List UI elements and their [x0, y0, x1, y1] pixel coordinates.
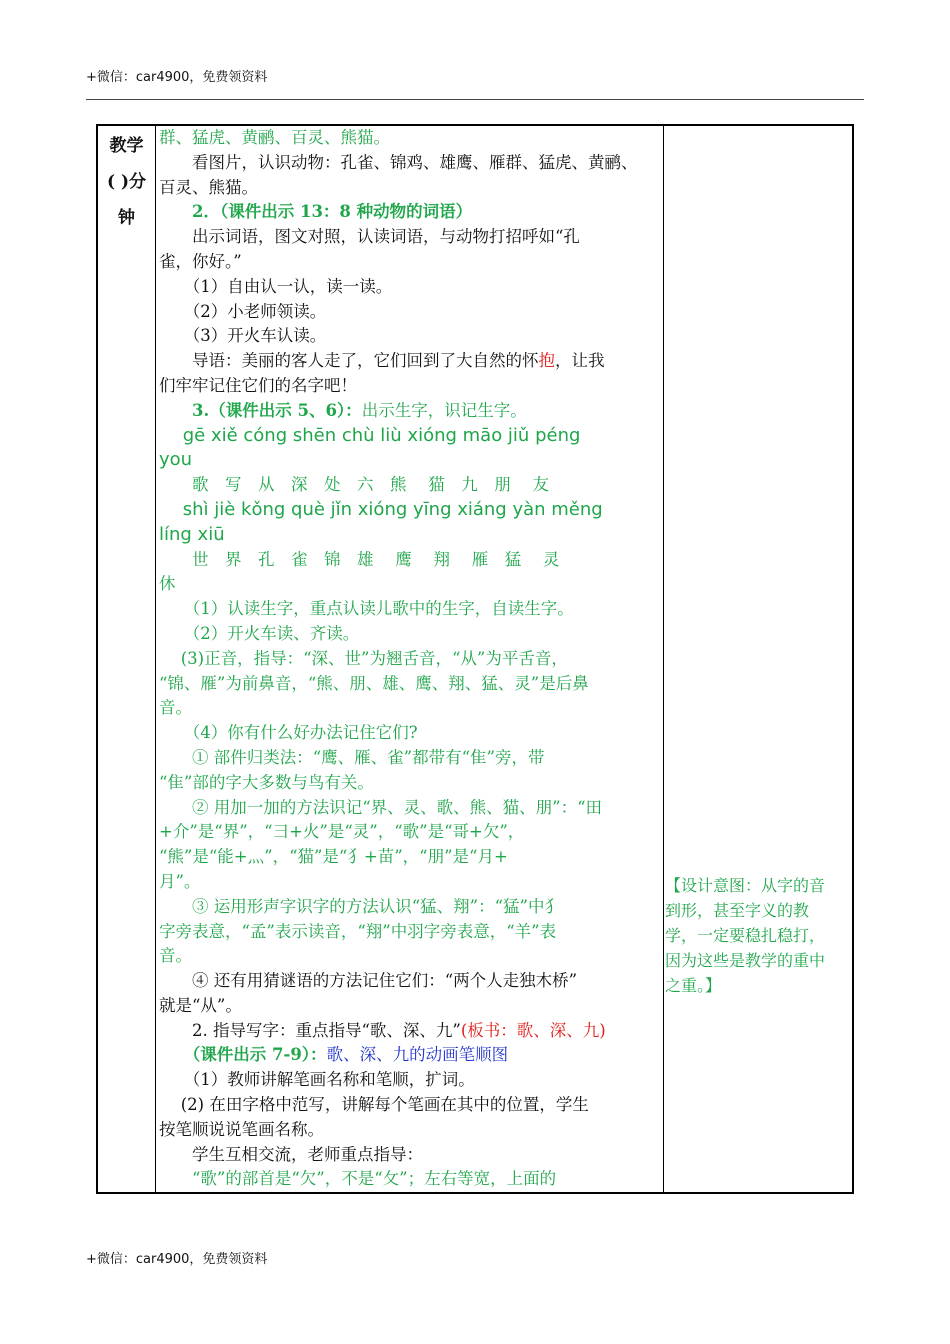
column-divider-1: [155, 126, 156, 1192]
design-line: 学，一定要稳扎稳打，: [665, 926, 826, 945]
text-span: 歌、深、九的动画笔顺图: [326, 1045, 509, 1065]
text-line: 出示词语，图文对照，认读词语，与动物打招呼如“孔: [159, 227, 580, 247]
text-line: +介”是“界”，“彐+火”是“灵”，“歌”是“哥+欠”，: [159, 822, 525, 842]
text-line: 音。: [159, 946, 192, 966]
text-line: 音。: [159, 698, 192, 718]
text-line: 雀，你好。”: [159, 251, 242, 271]
text-line: （2）开火车读、齐读。: [159, 623, 360, 643]
time-label-line2: ( )分: [106, 172, 146, 192]
text-line: “熊”是“能+灬”，“猫”是“犭+苗”，“朋”是“月+: [159, 847, 508, 867]
pinyin-line: you: [159, 449, 193, 471]
text-line: 月”。: [159, 871, 201, 891]
text-line: ④ 还有用猜谜语的方法记住它们：“两个人走独木桥”: [159, 971, 578, 991]
section-heading: 2．（课件出示 13：8 种动物的词语）: [159, 202, 473, 222]
text-line: ① 部件归类法：“鹰、雁、雀”都带有“隹”旁，带: [159, 747, 545, 767]
time-label-line3: 钟: [118, 208, 135, 228]
column-divider-2: [663, 126, 664, 1192]
text-line: 按笔顺说说笔画名称。: [159, 1119, 324, 1139]
design-line: 因为这些是教学的重中: [665, 951, 826, 970]
text-line: 群、猛虎、黄鹂、百灵、熊猫。: [159, 128, 390, 147]
characters-line: 世 界 孔 雀 锦 雄 鹰 翔 雁 猛 灵: [159, 549, 560, 569]
text-line: 就是“从”。: [159, 995, 242, 1015]
text-span: ，让我: [555, 351, 605, 371]
text-span: 导语：美丽的客人走了，它们回到了大自然的怀: [159, 351, 539, 371]
text-line: 百灵、熊猫。: [159, 177, 258, 197]
text-line: [159, 1043, 659, 1068]
text-line: 字旁表意，“孟”表示读音，“翔”中羽字旁表意，“羊”表: [159, 921, 557, 941]
lesson-table: [96, 124, 854, 1194]
text-line: 学生互相交流，老师重点指导：: [159, 1144, 423, 1164]
text-line: （1）自由认一认，读一读。: [159, 276, 393, 296]
page-header: +微信：car4900，免费领资料: [86, 70, 268, 85]
heading-span: （课件出示 7-9）：: [159, 1045, 327, 1065]
text-span: 出示生字，识记生字。: [361, 400, 527, 420]
text-line: （3）开火车认读。: [159, 326, 327, 346]
text-line: 看图片，认识动物：孔雀、锦鸡、雄鹰、雁群、猛虎、黄鹂、: [159, 152, 638, 172]
lesson-content: [159, 126, 659, 1192]
board-note: (板书：歌、深、九): [460, 1020, 606, 1040]
pinyin-line: líng xiū: [159, 523, 225, 545]
text-line: 们牢牢记住它们的名字吧！: [159, 375, 357, 395]
page-footer: +微信：car4900，免费领资料: [86, 1252, 268, 1267]
text-line: “歌”的部首是“欠”，不是“攵”；左右等宽，上面的: [159, 1169, 557, 1189]
heading-span: 3.（课件出示 5、6）：: [159, 400, 362, 420]
text-line: (3)正音，指导：“深、世”为翘舌音，“从”为平舌音，: [159, 648, 568, 668]
design-line: 到形，甚至字义的教: [665, 901, 810, 920]
text-line: “隹”部的字大多数与鸟有关。: [159, 772, 374, 792]
text-line: （1）教师讲解笔画名称和笔顺，扩词。: [159, 1070, 475, 1090]
text-line: ② 用加一加的方法识记“界、灵、歌、熊、猫、朋”：“田: [159, 797, 603, 817]
text-line: [159, 349, 659, 374]
time-label-line1: 教学: [109, 136, 144, 156]
design-line: 【设计意图：从字的音: [665, 876, 826, 895]
header-divider: [86, 99, 864, 100]
highlight-char: 抱: [538, 351, 555, 371]
text-line: “锦、雁”为前鼻音，“熊、朋、雄、鹰、翔、猛、灵”是后鼻: [159, 673, 589, 693]
text-span: 2. 指导写字：重点指导“歌、深、九”: [159, 1020, 461, 1040]
text-line: （4）你有什么好办法记住它们?: [159, 723, 418, 743]
text-line: ③ 运用形声字识字的方法认识“猛、翔”：“猛”中犭: [159, 896, 561, 916]
pinyin-line: gē xiě cóng shēn chù liù xióng māo jiǔ péng: [159, 424, 581, 446]
text-line: [159, 1019, 659, 1044]
characters-line: 歌 写 从 深 处 六 熊 猫 九 朋 友: [159, 475, 549, 495]
pinyin-line: shì jiè kǒng què jǐn xióng yīng xiáng yàn měng: [159, 498, 603, 520]
text-line: （1）认读生字，重点认读儿歌中的生字，自读生字。: [159, 599, 574, 619]
time-label: [98, 128, 155, 236]
design-line: 之重。】: [665, 976, 722, 995]
characters-line: 休: [159, 574, 176, 594]
text-line: （2）小老师领读。: [159, 301, 327, 321]
design-intent-note: [665, 873, 855, 998]
text-line: (2) 在田字格中范写，讲解每个笔画在其中的位置，学生: [159, 1095, 589, 1115]
section-heading: [159, 399, 659, 424]
